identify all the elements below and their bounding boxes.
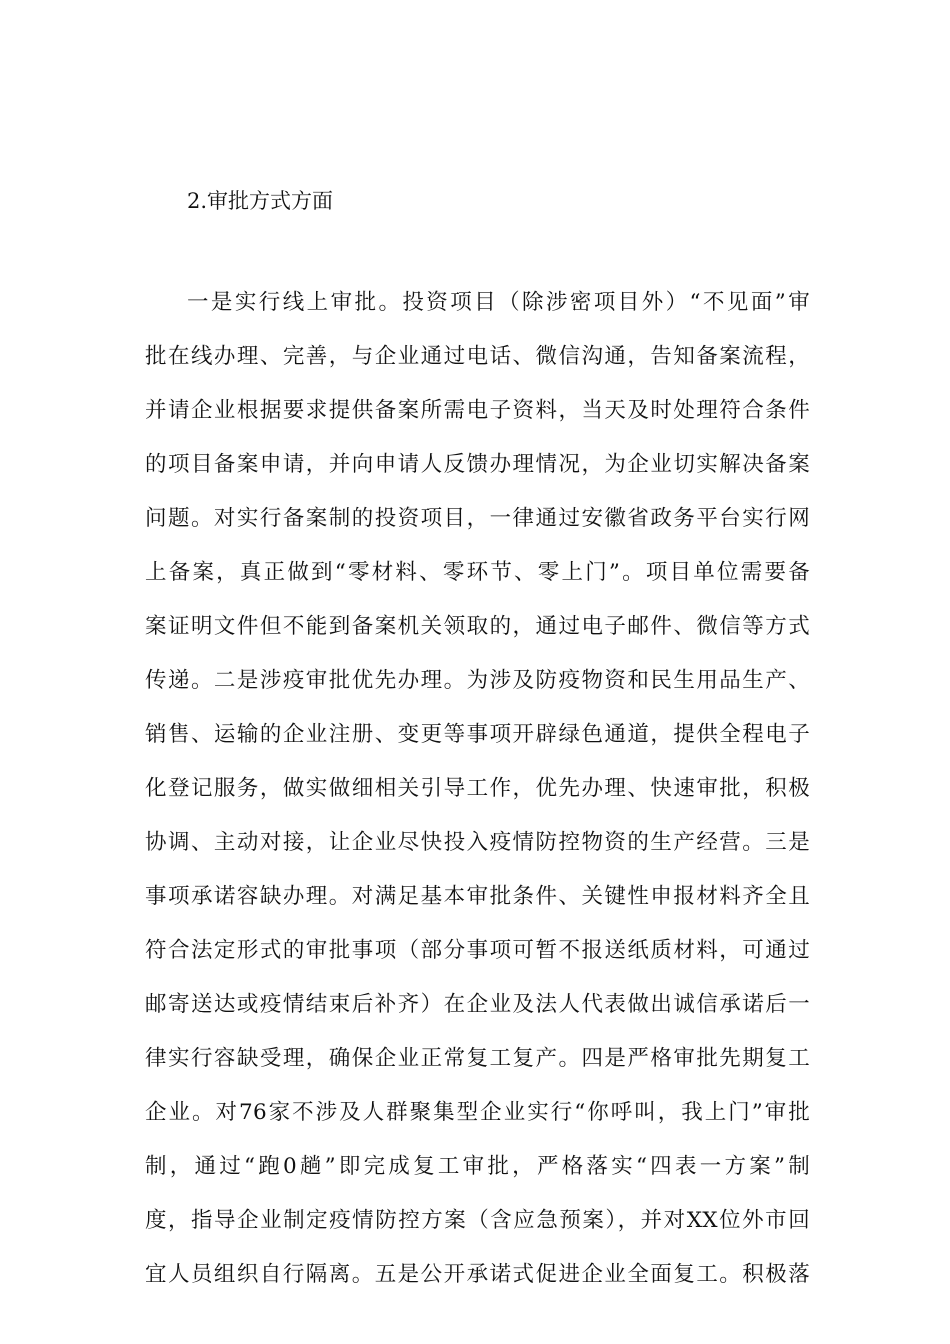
paragraph-line: 宜人员组织自行隔离。五是公开承诺式促进企业全面复工。积极落 xyxy=(145,1262,810,1287)
paragraph-line: 企业。对76家不涉及人群聚集型企业实行“你呼叫，我上门”审批 xyxy=(145,1100,810,1125)
paragraph-line: 符合法定形式的审批事项（部分事项可暂不报送纸质材料，可通过 xyxy=(145,938,810,963)
paragraph-line: 的项目备案申请，并向申请人反馈办理情况，为企业切实解决备案 xyxy=(145,452,810,477)
paragraph-line: 销售、运输的企业注册、变更等事项开辟绿色通道，提供全程电子 xyxy=(145,722,810,747)
paragraph-line: 度，指导企业制定疫情防控方案（含应急预案），并对XX位外市回 xyxy=(145,1208,810,1233)
paragraph-line: 一是实行线上审批。投资项目（除涉密项目外）“不见面”审 xyxy=(187,290,810,315)
paragraph-line: 传递。二是涉疫审批优先办理。为涉及防疫物资和民生用品生产、 xyxy=(145,668,810,693)
paragraph-line: 制，通过“跑0趟”即完成复工审批，严格落实“四表一方案”制 xyxy=(145,1154,810,1179)
paragraph-line: 律实行容缺受理，确保企业正常复工复产。四是严格审批先期复工 xyxy=(145,1046,810,1071)
section-heading: 2.审批方式方面 xyxy=(187,189,334,213)
paragraph-line: 并请企业根据要求提供备案所需电子资料，当天及时处理符合条件 xyxy=(145,398,810,423)
paragraph-line: 案证明文件但不能到备案机关领取的，通过电子邮件、微信等方式 xyxy=(145,614,810,639)
paragraph-line: 邮寄送达或疫情结束后补齐）在企业及法人代表做出诚信承诺后一 xyxy=(145,992,810,1017)
paragraph-line: 上备案，真正做到“零材料、零环节、零上门”。项目单位需要备 xyxy=(145,560,810,585)
paragraph-line: 事项承诺容缺办理。对满足基本审批条件、关键性申报材料齐全且 xyxy=(145,884,810,909)
body-paragraph xyxy=(145,280,810,1306)
paragraph-line: 化登记服务，做实做细相关引导工作，优先办理、快速审批，积极 xyxy=(145,776,810,801)
paragraph-line: 协调、主动对接，让企业尽快投入疫情防控物资的生产经营。三是 xyxy=(145,830,810,855)
paragraph-line: 批在线办理、完善，与企业通过电话、微信沟通，告知备案流程， xyxy=(145,344,810,369)
paragraph-line: 问题。对实行备案制的投资项目，一律通过安徽省政务平台实行网 xyxy=(145,506,810,531)
